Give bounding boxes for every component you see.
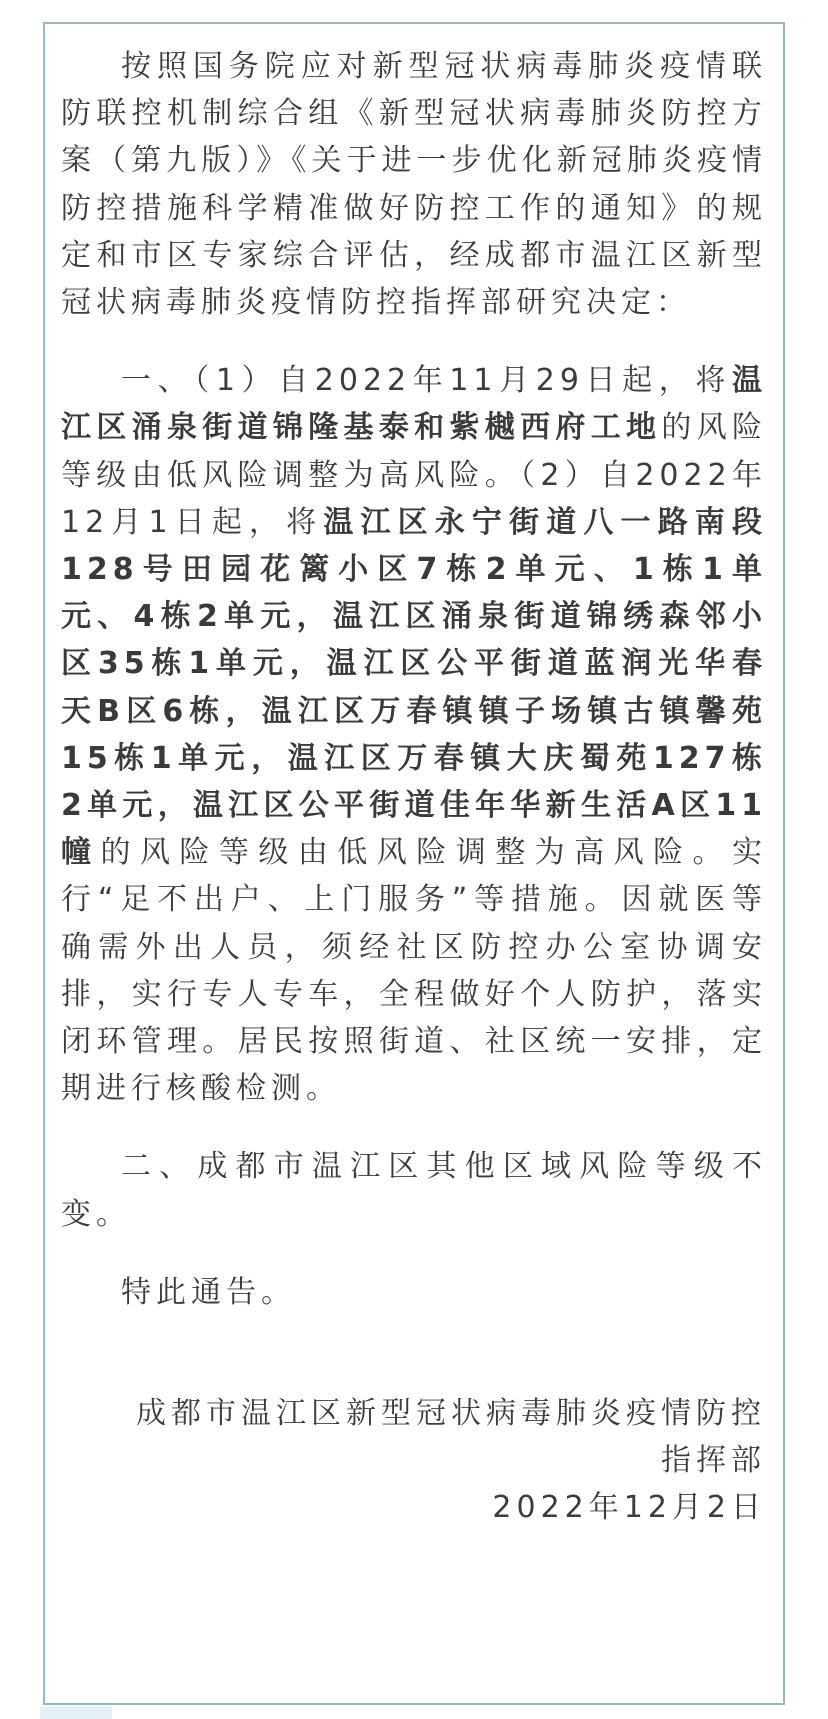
item-one-part1-location: 温江区涌泉街道锦隆基泰和紫樾西府工地: [61, 363, 767, 446]
item-two-paragraph: 二、成都市温江区其他区域风险等级不变。: [61, 1149, 767, 1232]
corner-decoration: [40, 1707, 112, 1719]
item-one-part1-suffix: 的风险等级由低风险调整为高风险。（2）自2022年12月1日起，将: [61, 410, 768, 540]
item-one-part1-prefix: 一、（1）自2022年11月29日起，将: [121, 363, 732, 399]
signature-date: 2022年12月2日: [492, 1490, 766, 1525]
item-one-part2-suffix: 的风险等级由低风险调整为高风险。实行“足不出户、上门服务”等措施。因就医等确需外出人员，须经社区防控办公室协调安排，实行专人专车，全程做好个人防护，落实闭环管理。居民按照街道、社区统一安排，定期进行核酸检测。: [61, 835, 768, 1107]
notice-body: [61, 43, 767, 1316]
signature-organization: 成都市温江区新型冠状病毒肺炎疫情防控指挥部: [136, 1396, 766, 1478]
closing-statement: 特此通告。: [121, 1274, 296, 1310]
intro-paragraph: 按照国务院应对新型冠状病毒肺炎疫情联防联控机制综合组《新型冠状病毒肺炎防控方案（第九版）》《关于进一步优化新冠肺炎疫情防控措施科学精准做好防控工作的通知》的规定和市区专家综合评估，经成都市温江区新型冠状病毒肺炎疫情防控指挥部研究决定：: [61, 49, 767, 321]
item-one-part2-locations: 温江区永宁街道八一路南段128号田园花篱小区7栋2单元、1栋1单元、4栋2单元，温江区涌泉街道锦绣森邻小区35栋1单元，温江区公平街道蓝润光华春天B区6栋，温江区万春镇镇子场镇古镇馨苑15栋1单元，温江区万春镇大庆蜀苑127栋2单元，温江区公平街道佳年华新生活A区11幢: [61, 504, 767, 871]
item-one-paragraph: [61, 357, 767, 1112]
